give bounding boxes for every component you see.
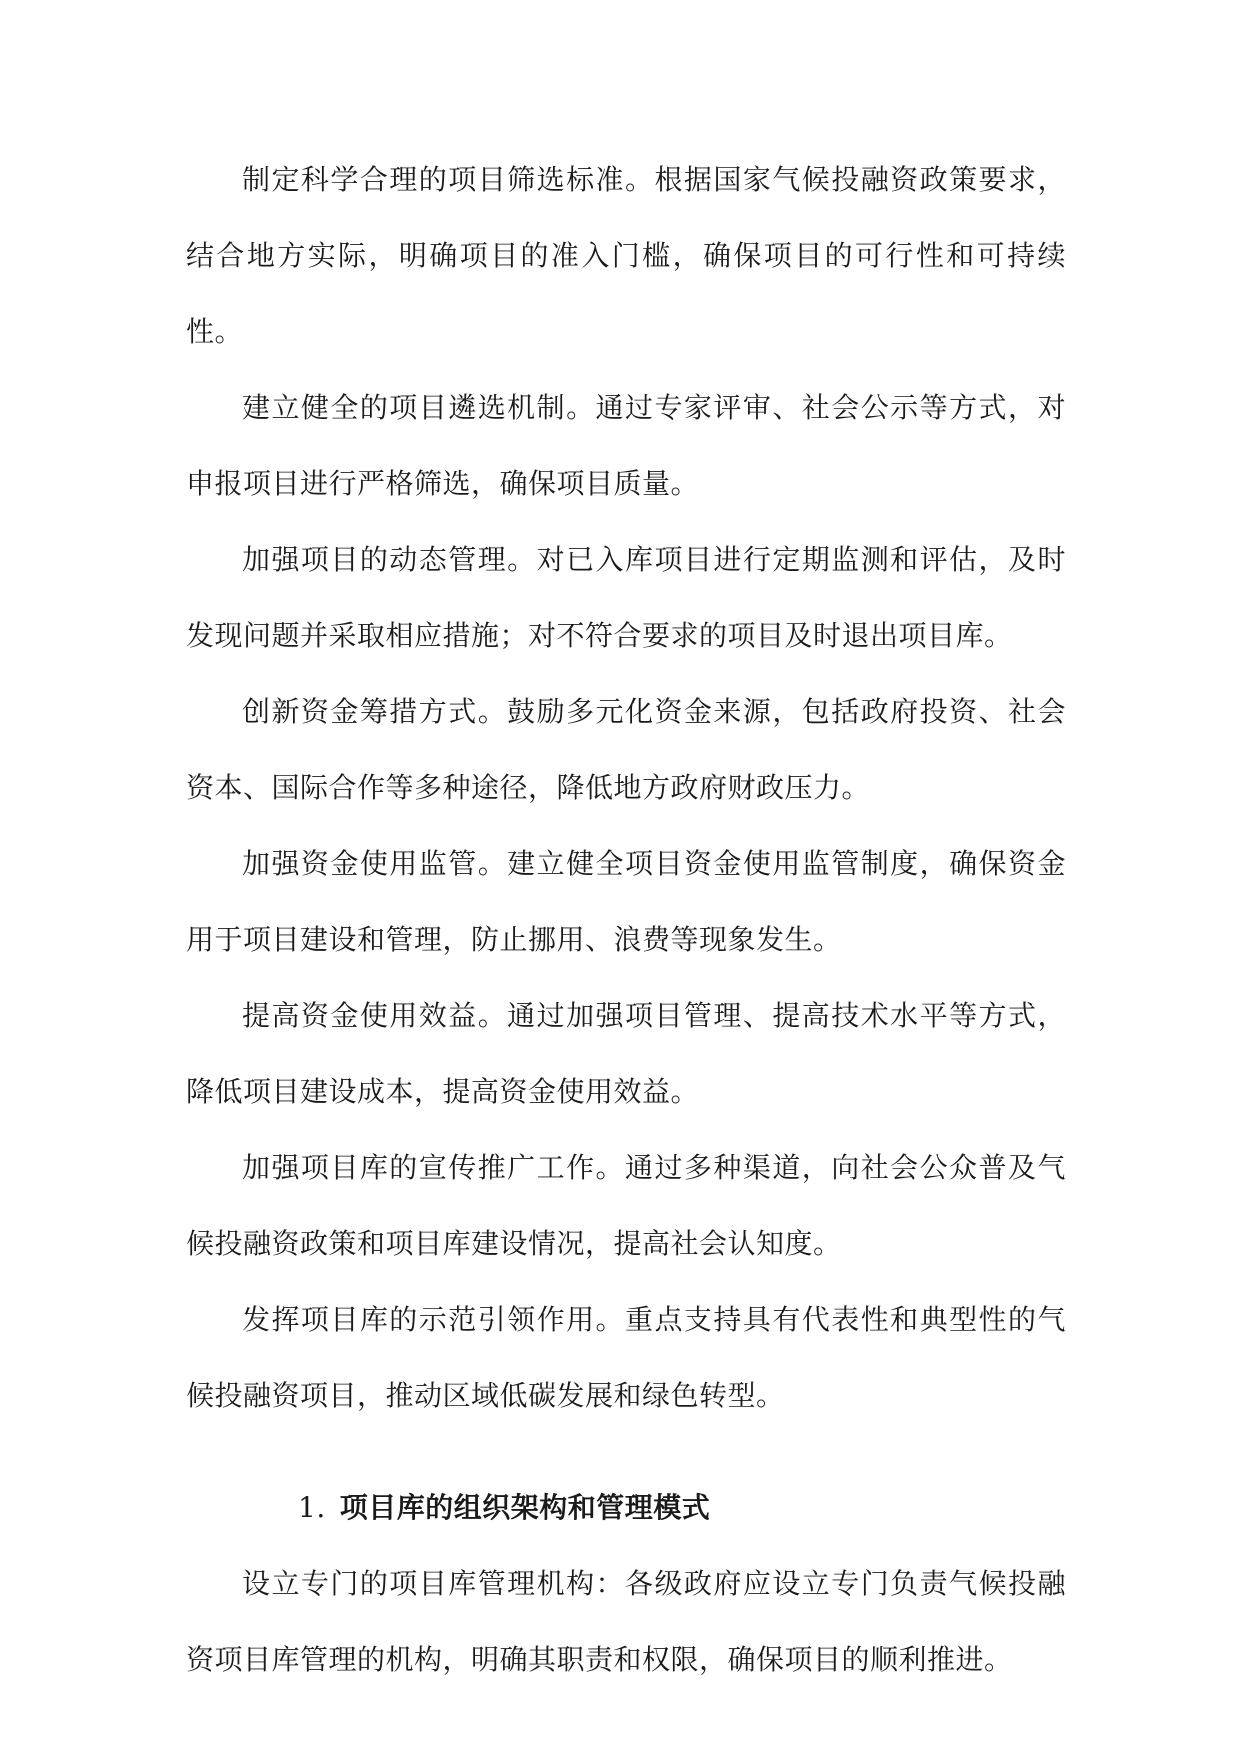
paragraph-management-agency: 设立专门的项目库管理机构：各级政府应设立专门负责气候投融资项目库管理的机构，明确其职责和权限，确保项目的顺利推进。: [186, 1567, 1066, 1676]
paragraph-project-screening-standard: 制定科学合理的项目筛选标准。根据国家气候投融资政策要求，结合地方实际，明确项目的准入门槛，确保项目的可行性和可持续性。: [186, 163, 1066, 348]
paragraph-demonstration-role: 发挥项目库的示范引领作用。重点支持具有代表性和典型性的气候投融资项目，推动区域低碳发展和绿色转型。: [186, 1303, 1066, 1412]
section-title: 项目库的组织架构和管理模式: [339, 1491, 711, 1524]
paragraph-dynamic-management: 加强项目的动态管理。对已入库项目进行定期监测和评估，及时发现问题并采取相应措施；对不符合要求的项目及时退出项目库。: [186, 543, 1066, 652]
paragraph-funding-innovation: 创新资金筹措方式。鼓励多元化资金来源，包括政府投资、社会资本、国际合作等多种途径，降低地方政府财政压力。: [186, 695, 1066, 804]
paragraph-project-selection-mechanism: 建立健全的项目遴选机制。通过专家评审、社会公示等方式，对申报项目进行严格筛选，确保项目质量。: [186, 391, 1066, 500]
paragraph-fund-efficiency: 提高资金使用效益。通过加强项目管理、提高技术水平等方式，降低项目建设成本，提高资金使用效益。: [186, 999, 1066, 1108]
paragraph-fund-supervision: 加强资金使用监管。建立健全项目资金使用监管制度，确保资金用于项目建设和管理，防止挪用、浪费等现象发生。: [186, 847, 1066, 956]
section-number: 1.: [298, 1491, 326, 1524]
page-content: [186, 142, 1066, 1698]
section-heading: [186, 1470, 1066, 1546]
paragraph-promotion: 加强项目库的宣传推广工作。通过多种渠道，向社会公众普及气候投融资政策和项目库建设情况，提高社会认知度。: [186, 1151, 1066, 1260]
